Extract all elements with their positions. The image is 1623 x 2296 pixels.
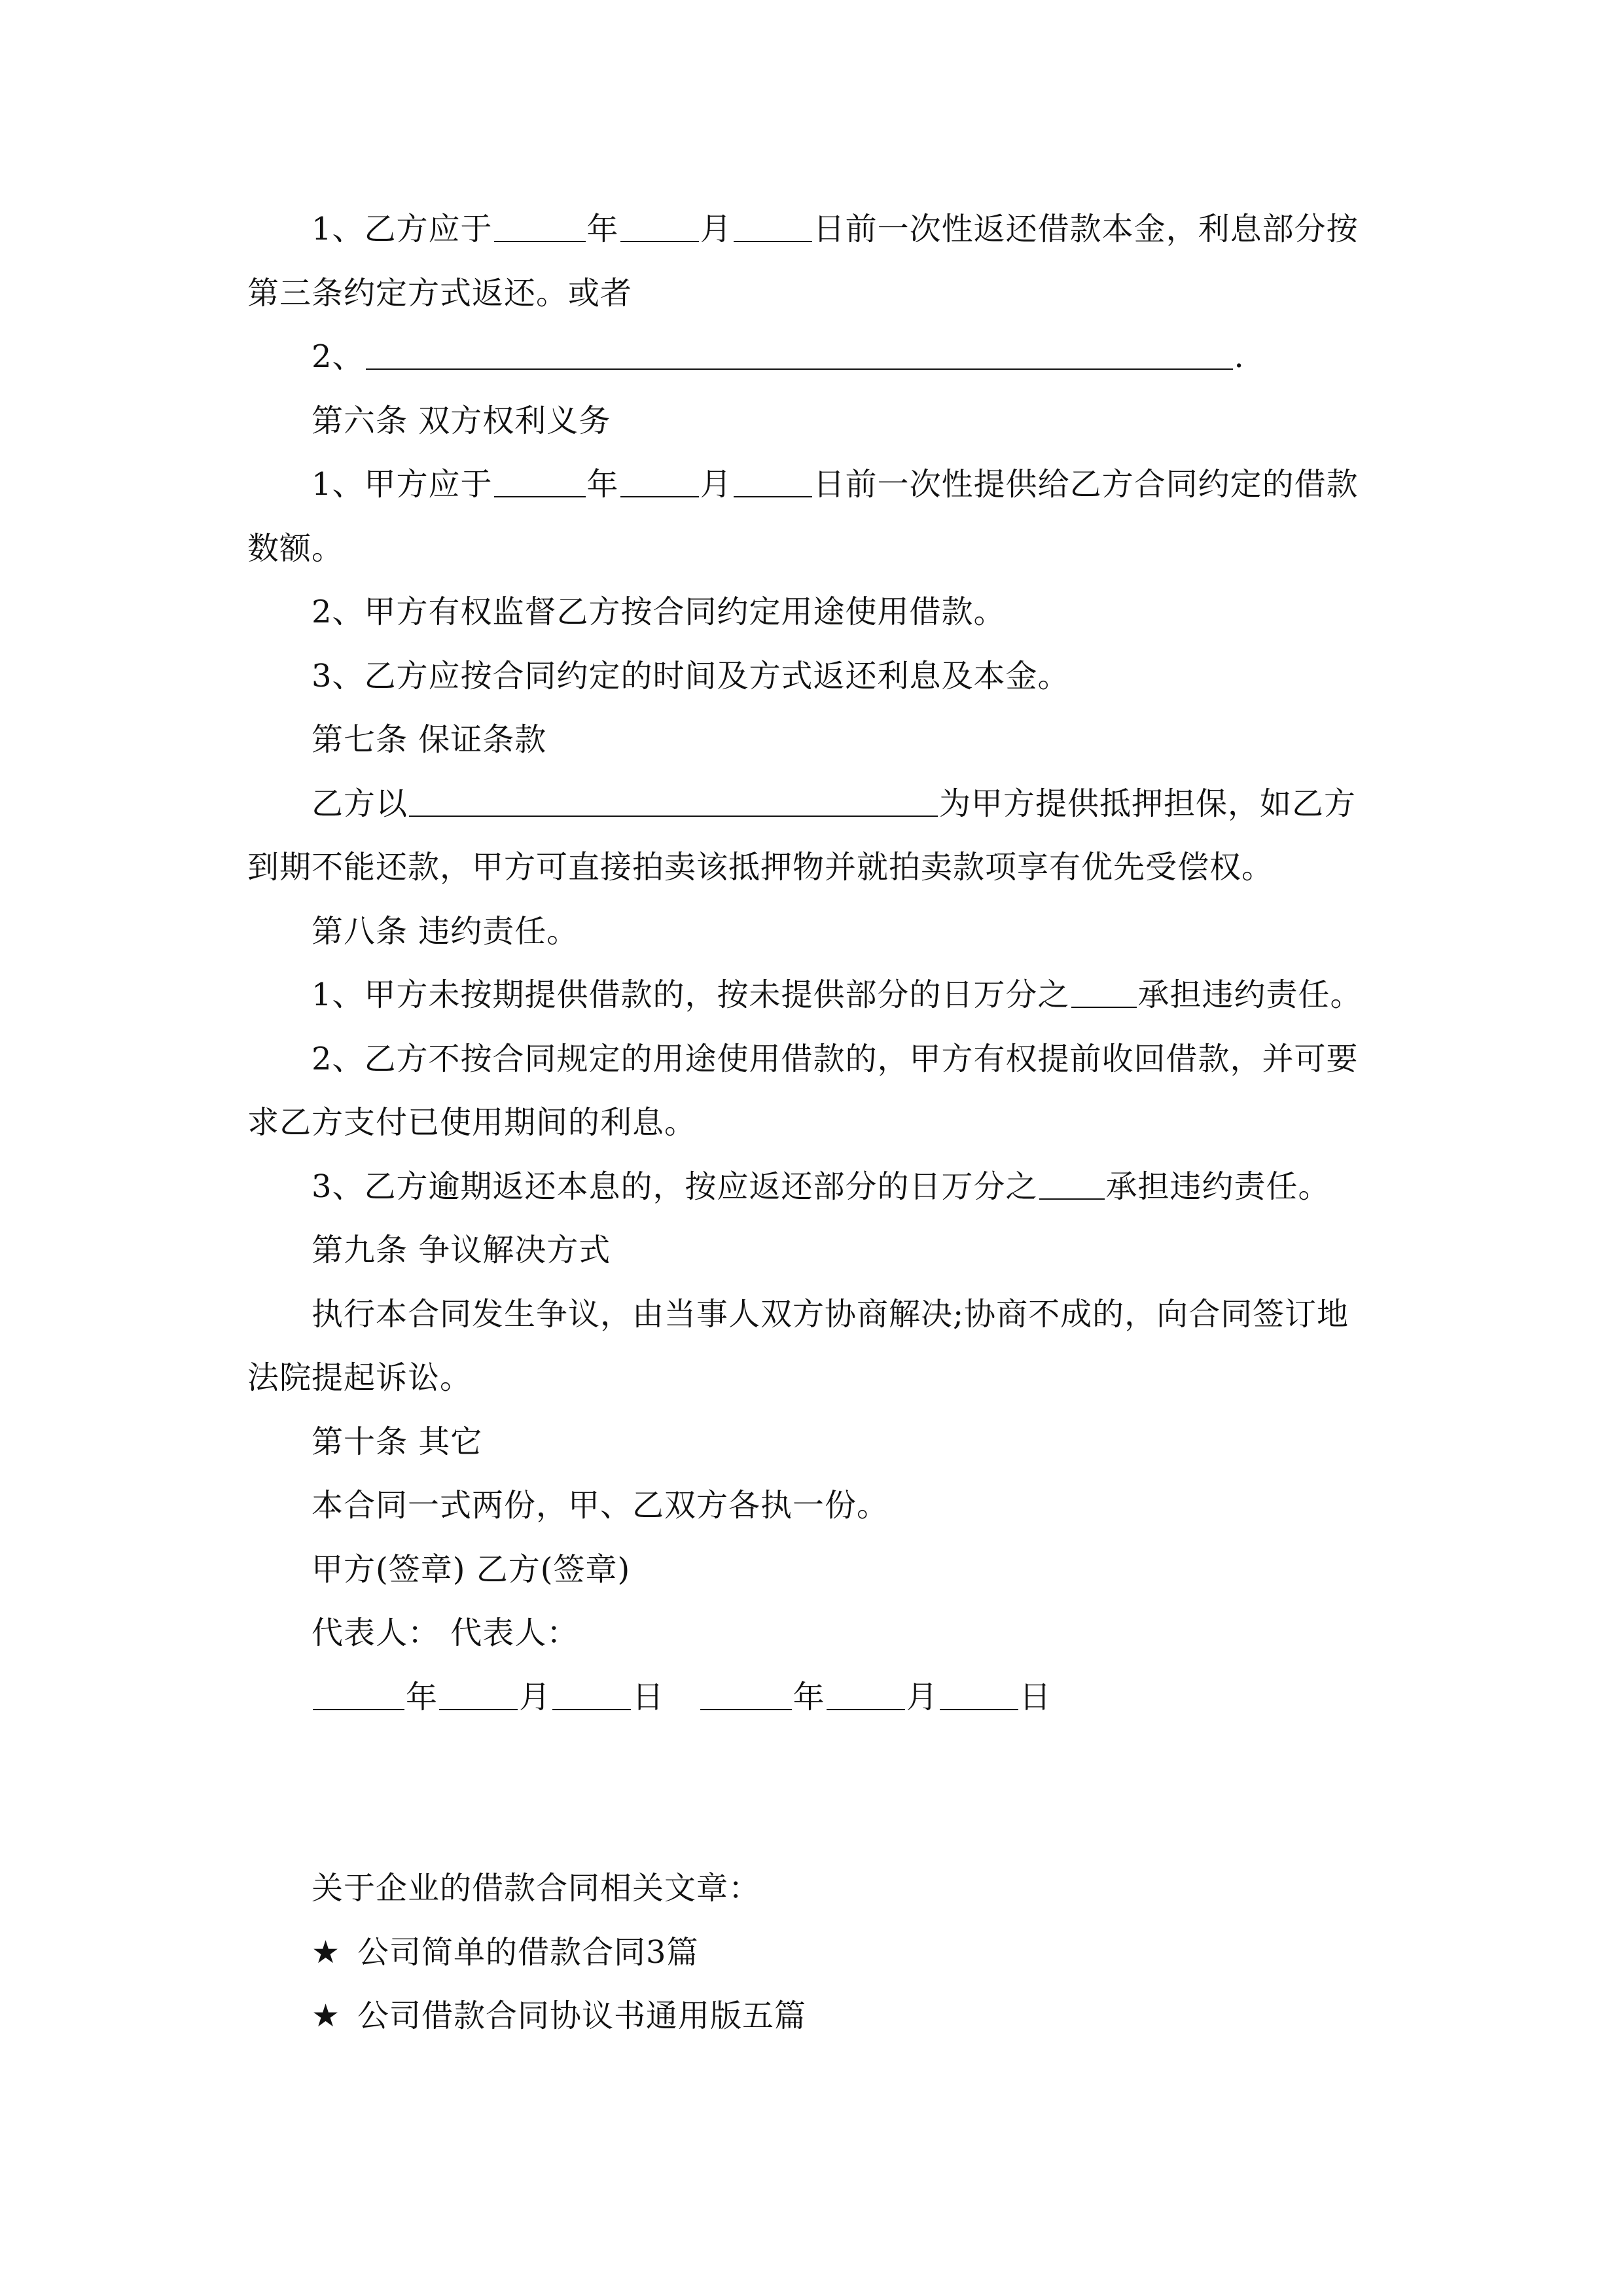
- clause-10-title: [247, 1410, 1380, 1475]
- clause-8-item-2: [247, 1028, 1380, 1092]
- text: 法院提起诉讼。: [247, 1359, 473, 1396]
- signature-dates: [247, 1666, 1380, 1730]
- clause-5-item-2: [247, 325, 1380, 389]
- text: 月: [700, 211, 732, 247]
- clause-5-item-1: [247, 198, 1380, 262]
- blank-year: [494, 470, 586, 497]
- blank-month: [439, 1683, 518, 1710]
- text: 甲方(签章) 乙方(签章): [312, 1551, 631, 1588]
- clause-9-title: [247, 1219, 1380, 1283]
- blank-day: [552, 1683, 631, 1710]
- signature-representatives: [247, 1602, 1380, 1666]
- text: 年: [793, 1678, 825, 1715]
- clause-8-title: [247, 900, 1380, 964]
- text: 执行本合同发生争议，由当事人双方协商解决;协商不成的，向合同签订地: [312, 1295, 1349, 1333]
- text: 月: [700, 466, 732, 503]
- text: 2、乙方不按合同规定的用途使用借款的，甲方有权提前收回借款，并可要: [312, 1040, 1359, 1077]
- blank-month: [620, 215, 699, 242]
- blank-rate: [1071, 980, 1137, 1008]
- heading: 第七条 保证条款: [312, 721, 547, 758]
- related-article-item[interactable]: [247, 1984, 1380, 2049]
- blank-year: [313, 1683, 404, 1710]
- heading: 第六条 双方权利义务: [312, 402, 611, 439]
- clause-6-item-1-continued: [247, 517, 1380, 581]
- text: 月: [519, 1678, 552, 1715]
- blank-month: [620, 470, 699, 497]
- clause-6-title: [247, 389, 1380, 454]
- document-body: [247, 198, 1380, 2049]
- text: 年: [586, 466, 619, 503]
- text: 日前一次性提供给乙方合同约定的借款: [813, 466, 1359, 503]
- related-article-link[interactable]: 公司借款合同协议书通用版五篇: [357, 1998, 807, 2034]
- spacer: [247, 1729, 1380, 1857]
- text: 月: [906, 1678, 938, 1715]
- blank-collateral: [409, 789, 938, 817]
- text: 为甲方提供抵押担保，如乙方: [939, 785, 1357, 822]
- clause-6-item-2: [247, 581, 1380, 645]
- clause-7-title: [247, 708, 1380, 772]
- text: 日前一次性返还借款本金，利息部分按: [813, 211, 1359, 247]
- clause-7-text: [247, 772, 1380, 836]
- star-icon: ★: [312, 1998, 341, 2034]
- blank-day: [734, 470, 812, 497]
- clause-8-item-3: [247, 1155, 1380, 1219]
- related-articles-title: [247, 1857, 1380, 1921]
- text: 3、乙方逾期返还本息的，按应返还部分的日万分之: [312, 1168, 1038, 1205]
- blank-year: [700, 1683, 792, 1710]
- blank-day: [734, 215, 812, 242]
- blank-month: [827, 1683, 905, 1710]
- heading: 关于企业的借款合同相关文章：: [312, 1870, 761, 1907]
- blank-rate: [1039, 1172, 1105, 1200]
- text: 1、乙方应于: [312, 211, 493, 247]
- star-icon: ★: [312, 1933, 341, 1971]
- text: 本合同一式两份，甲、乙双方各执一份。: [312, 1487, 889, 1524]
- text: 到期不能还款，甲方可直接拍卖该抵押物并就拍卖款项享有优先受偿权。: [247, 849, 1274, 886]
- text: 求乙方支付已使用期间的利息。: [247, 1104, 697, 1141]
- related-article-link[interactable]: 公司简单的借款合同3篇: [357, 1933, 699, 1971]
- text: 承担违约责任。: [1137, 977, 1363, 1013]
- signature-parties: [247, 1538, 1380, 1602]
- clause-10-text: [247, 1474, 1380, 1538]
- clause-8-item-2-continued: [247, 1091, 1380, 1155]
- blank-year: [494, 215, 586, 242]
- text: 日: [1019, 1678, 1052, 1715]
- clause-6-item-3: [247, 645, 1380, 709]
- text: 第三条约定方式返还。或者: [247, 274, 633, 312]
- clause-7-text-continued: [247, 836, 1380, 900]
- text: 数额。: [247, 529, 344, 567]
- blank-day: [940, 1683, 1018, 1710]
- heading: 第九条 争议解决方式: [312, 1232, 611, 1268]
- clause-5-item-1-continued: [247, 262, 1380, 326]
- blank-long: [366, 342, 1233, 370]
- text: 代表人： 代表人：: [312, 1615, 579, 1651]
- heading: 第八条 违约责任。: [312, 912, 579, 950]
- text: .: [1234, 338, 1245, 375]
- text: 2、: [312, 338, 365, 375]
- clause-9-text: [247, 1283, 1380, 1347]
- text: 承担违约责任。: [1105, 1168, 1330, 1205]
- heading: 第十条 其它: [312, 1423, 483, 1460]
- clause-8-item-1: [247, 963, 1380, 1028]
- text: 3、乙方应按合同约定的时间及方式返还利息及本金。: [312, 657, 1070, 694]
- clause-9-text-continued: [247, 1346, 1380, 1410]
- text: 日: [632, 1678, 665, 1715]
- text: 2、甲方有权监督乙方按合同约定用途使用借款。: [312, 594, 1006, 630]
- related-article-item[interactable]: [247, 1921, 1380, 1985]
- text: 乙方以: [312, 785, 408, 822]
- text: 1、甲方应于: [312, 466, 493, 503]
- text: 年: [406, 1678, 438, 1715]
- text: 年: [586, 211, 619, 247]
- text: 1、甲方未按期提供借款的，按未提供部分的日万分之: [312, 977, 1070, 1013]
- clause-6-item-1: [247, 453, 1380, 517]
